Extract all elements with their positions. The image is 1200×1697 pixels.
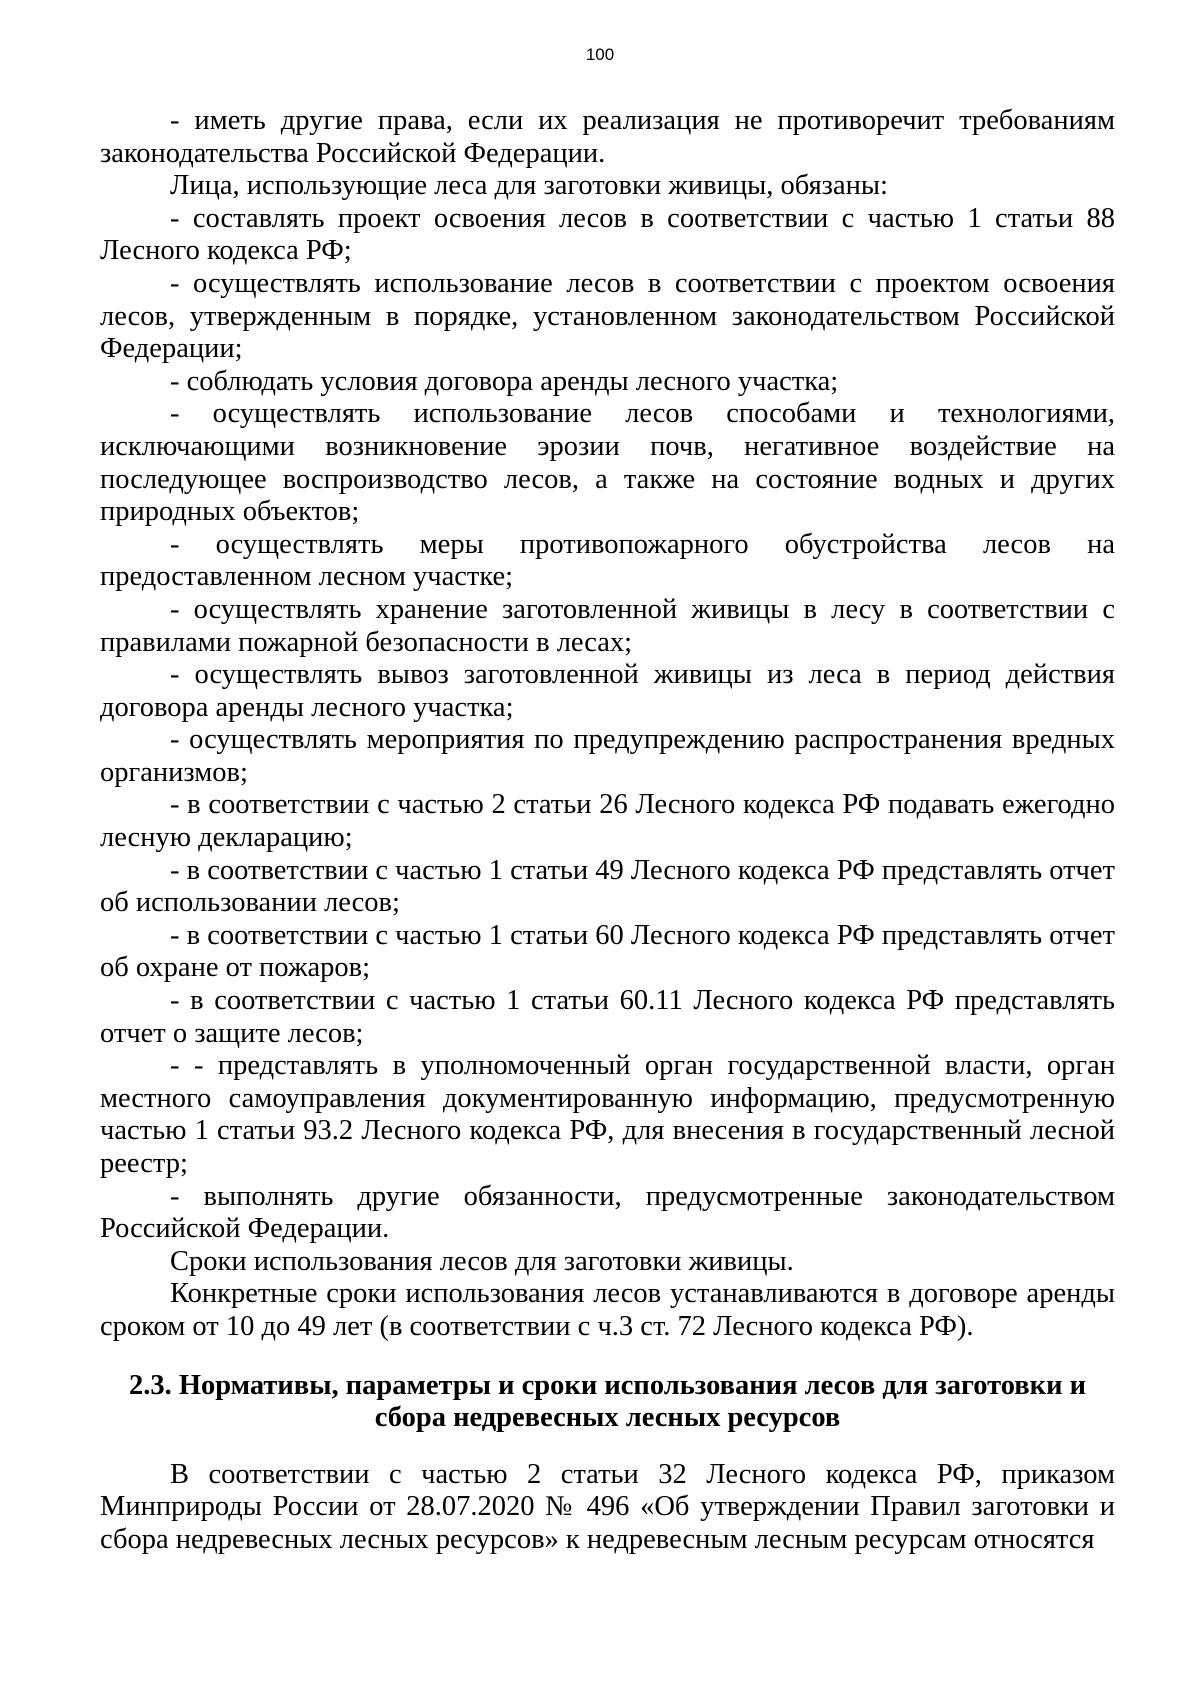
paragraph-development-project: - составлять проект освоения лесов в соответствии с частью 1 статьи 88 Лесного кодекса РФ; (100, 202, 1115, 267)
paragraph-erosion-methods: - осуществлять использование лесов способами и технологиями, исключающими возникновение эрозии почв, негативное воздействие на последующее воспроизводство лесов, а также на состояние водных и других природных объектов; (100, 398, 1115, 528)
section-heading-line2: сбора недревесных лесных ресурсов (374, 1402, 841, 1434)
paragraph-terms-detail: Конкретные сроки использования лесов устанавливаются в договоре аренды сроком от 10 до 49 лет (в соответствии с ч.3 ст. 72 Лесного кодекса РФ). (100, 1278, 1115, 1342)
paragraph-use-per-project: - осуществлять использование лесов в соответствии с проектом освоения лесов, утвержденным в порядке, установленном законодательством Российской Федерации; (100, 267, 1115, 365)
paragraph-storage: - осуществлять хранение заготовленной живицы в лесу в соответствии с правилами пожарной безопасности в лесах; (100, 593, 1115, 658)
document-body (100, 105, 1115, 1557)
paragraph-non-timber-resources: В соответствии с частью 2 статьи 32 Лесного кодекса РФ, приказом Минприроды России от 28.07.2020 № 496 «Об утверждении Правил заготовки и сбора недревесных лесных ресурсов» к недревесным лесным ресурсам относятся (100, 1458, 1115, 1555)
paragraph-forest-declaration: - в соответствии с частью 2 статьи 26 Лесного кодекса РФ подавать ежегодно лесную декларацию; (100, 789, 1115, 854)
paragraph-register-info: - - представлять в уполномоченный орган государственной власти, орган местного самоуправления документированную информацию, предусмотренную частью 1 статьи 93.2 Лесного кодекса РФ, для внесения в государственный лесной реестр; (100, 1050, 1115, 1179)
paragraph-terms-heading: Сроки использования лесов для заготовки живицы. (170, 1245, 794, 1277)
paragraph-lease-conditions: - соблюдать условия договора аренды лесного участка; (170, 365, 839, 397)
paragraph-fire-measures: - осуществлять меры противопожарного обустройства лесов на предоставленном лесном участке; (100, 528, 1115, 593)
page-number: 100 (585, 45, 615, 64)
paragraph-usage-report: - в соответствии с частью 1 статьи 49 Лесного кодекса РФ представлять отчет об использовании лесов; (100, 854, 1115, 919)
paragraph-protection-report: - в соответствии с частью 1 статьи 60.11 Лесного кодекса РФ представлять отчет о защите лесов; (100, 985, 1115, 1049)
section-heading (100, 1370, 1115, 1435)
paragraph-other-rights: - иметь другие права, если их реализация не противоречит требованиям законодательства Российской Федерации. (100, 105, 1115, 169)
paragraph-removal: - осуществлять вывоз заготовленной живицы из леса в период действия договора аренды лесного участка; (100, 659, 1115, 723)
paragraph-pest-prevention: - осуществлять мероприятия по предупреждению распространения вредных организмов; (100, 724, 1115, 788)
paragraph-other-duties: - выполнять другие обязанности, предусмотренные законодательством Российской Федерации. (100, 1180, 1115, 1245)
paragraph-fire-report: - в соответствии с частью 1 статьи 60 Лесного кодекса РФ представлять отчет об охране от пожаров; (100, 919, 1115, 984)
paragraph-obligations-intro: Лица, использующие леса для заготовки живицы, обязаны: (170, 170, 888, 202)
section-heading-line1: 2.3. Нормативы, параметры и сроки использования лесов для заготовки и (128, 1369, 1087, 1401)
